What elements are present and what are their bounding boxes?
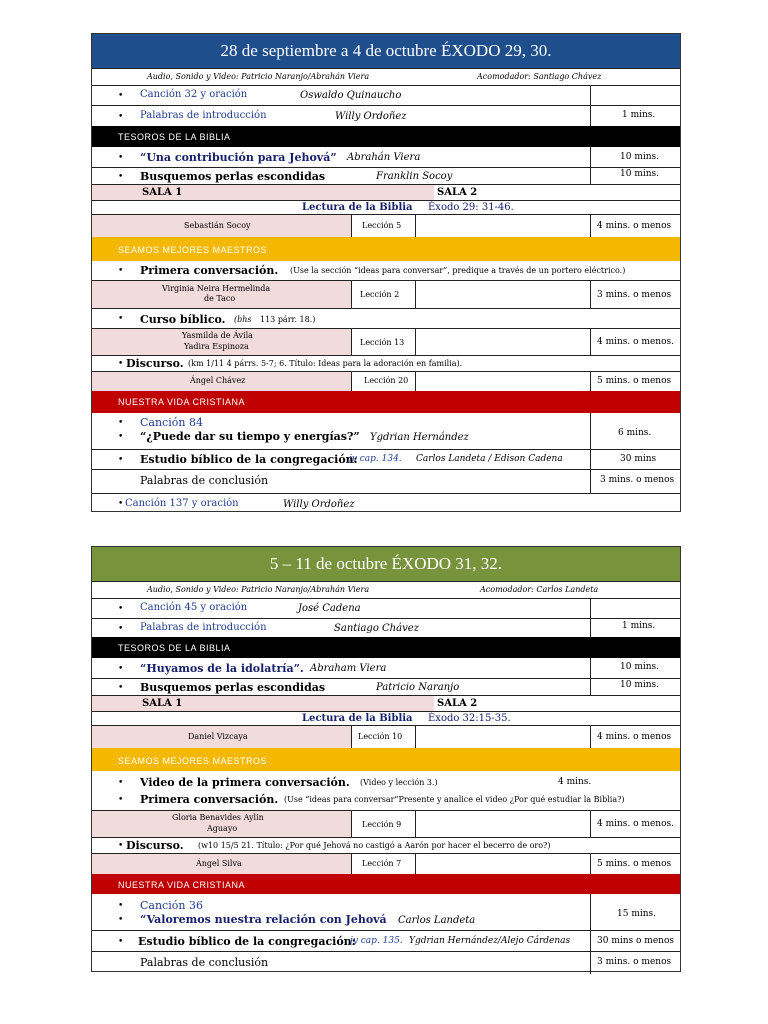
week2-primera-duration: 4 mins. o menos. — [597, 819, 674, 829]
bullet: • — [118, 841, 124, 851]
week1-perlas: Busquemos perlas escondidas — [140, 170, 326, 183]
week2-song-open: Canción 45 y oración — [140, 602, 248, 613]
week2-lectura-lesson: Lección 10 — [358, 732, 403, 741]
week2-primera-person-b: Aguayo — [207, 824, 238, 833]
week1-talk-person: Abrahán Viera — [347, 152, 421, 163]
week1-discurso: Discurso. — [126, 357, 184, 370]
week2-lectura: Lectura de la Biblia — [302, 713, 413, 724]
week1-primera-lesson: Lección 2 — [360, 290, 400, 299]
week2-estudio: Estudio bíblico de la congregación: — [138, 935, 356, 948]
week2-conclusion-duration: 3 mins. o menos — [597, 957, 672, 967]
bullet: • — [118, 172, 124, 182]
week1-audio-text: Audio, Sonido y Video: Patricio Naranjo/Abrahán Viera — [147, 72, 370, 81]
week1-primera: Primera conversación. — [140, 264, 279, 277]
week1-curso-note-b: 113 párr. 18.) — [260, 315, 316, 324]
week2-song-open-row — [92, 598, 680, 618]
week1-audio-row — [92, 68, 680, 85]
week1-intro: Palabras de introducción — [140, 110, 267, 121]
week1-sala-row — [92, 184, 680, 200]
bullet: • — [118, 153, 124, 163]
week2-conclusion: Palabras de conclusión — [140, 956, 269, 969]
week1-song-close-row — [92, 493, 680, 513]
week1-talk: “Una contribución para Jehová” — [140, 151, 337, 164]
week2-perlas-duration: 10 mins. — [620, 680, 660, 690]
bullet: • — [118, 604, 124, 614]
week2-primera: Primera conversación. — [140, 793, 279, 806]
week1-lectura-person: Sebastián Socoy — [184, 221, 251, 230]
week1-estudio-ref: jy cap. 134. — [349, 454, 402, 464]
week1-perlas-person: Franklin Socoy — [376, 171, 453, 182]
week1-curso-lesson: Lección 13 — [360, 338, 405, 347]
week2-estudio-duration: 30 mins o menos — [597, 936, 674, 946]
week1-perlas-row — [92, 167, 680, 184]
week1-song-open: Canción 32 y oración — [140, 89, 248, 100]
bullet: • — [118, 664, 124, 674]
week1-song-open-row — [92, 85, 680, 105]
week1-primera-row — [92, 261, 680, 280]
bullet: • — [118, 795, 124, 805]
week1-talk-row — [92, 147, 680, 167]
week2-talk-duration: 10 mins. — [620, 662, 660, 672]
week1-talk-duration: 10 mins. — [620, 152, 660, 162]
week1-lectura-ref: Éxodo 29: 31-46. — [428, 202, 514, 213]
week2-primera-row — [92, 792, 680, 810]
week1-discurso-lesson: Lección 20 — [364, 376, 409, 385]
week2-song-mid: Canción 36 — [140, 899, 203, 912]
week1-primera-note: (Use la sección “ideas para conversar”, predique a través de un portero eléctrico.) — [290, 266, 626, 275]
week2-talk-row — [92, 658, 680, 678]
bullet: • — [118, 359, 124, 369]
week2-vida-section — [92, 874, 680, 894]
week2-discurso: Discurso. — [126, 839, 184, 852]
bullet: • — [118, 314, 124, 324]
week1-curso: Curso bíblico. — [140, 313, 226, 326]
week2-video-duration: 4 mins. — [558, 777, 592, 787]
week1-discurso-duration: 5 mins. o menos — [597, 376, 672, 386]
week1-song-open-person: Oswaldo Quinaucho — [300, 90, 402, 101]
week2-intro: Palabras de introducción — [140, 622, 267, 633]
week2-discurso-duration: 5 mins. o menos — [597, 859, 672, 869]
week1-vida-talk: “¿Puede dar su tiempo y energías?” — [140, 430, 360, 443]
week1-discurso-person: Ángel Chávez — [190, 376, 246, 385]
bullet: • — [118, 901, 124, 911]
week1-curso-row — [92, 308, 680, 328]
week2-perlas-person: Patricio Naranjo — [376, 682, 460, 693]
week2-video: Video de la primera conversación. — [140, 776, 350, 789]
week1-discurso-row — [92, 355, 680, 371]
week1-intro-duration: 1 mins. — [622, 110, 656, 120]
week1-vida-duration: 6 mins. — [618, 428, 652, 438]
week1-curso-note-a: (bhs — [234, 315, 252, 324]
week1-tesoros-label: TESOROS DE LA BIBLIA — [118, 132, 231, 142]
week1-song-close-person: Willy Ordoñez — [283, 499, 355, 510]
week2-primera-participants — [92, 810, 680, 837]
week2-primera-person-a: Gloria Benavides Aylin — [172, 813, 264, 822]
bullet: • — [118, 683, 124, 693]
week1-lectura-duration: 4 mins. o menos — [597, 221, 672, 231]
week2-tesoros-label: TESOROS DE LA BIBLIA — [118, 643, 231, 653]
bullet: • — [118, 112, 124, 122]
week1-song-mid: Canción 84 — [140, 416, 203, 429]
week2-sala2: SALA 2 — [437, 698, 478, 709]
week1-lectura-lesson: Lección 5 — [362, 221, 402, 230]
week1-acomodador: Acomodador: Santiago Chávez — [477, 72, 602, 81]
week1-conclusion-duration: 3 mins. o menos — [600, 475, 675, 485]
week2-song-open-person: José Cadena — [298, 603, 361, 614]
week1-vida-talk-row — [92, 413, 680, 449]
week2-estudio-ref: jy cap. 135. — [350, 936, 403, 946]
week2-primera-note: (Use “ideas para conversar”Presente y analice el video ¿Por qué estudiar la Biblia?) — [284, 795, 625, 804]
week2-intro-row — [92, 618, 680, 637]
week1-primera-person-b: de Taco — [204, 294, 236, 303]
week1-conclusion-row — [92, 469, 680, 493]
week2-discurso-lesson: Lección 7 — [362, 859, 402, 868]
week2-maestros-label: SEAMOS MEJORES MAESTROS — [118, 756, 268, 766]
bullet: • — [118, 266, 124, 276]
week1-estudio-person: Carlos Landeta / Edison Cadena — [416, 454, 563, 464]
week1-primera-participants — [92, 280, 680, 308]
week2-discurso-note: (w10 15/5 21. Título: ¿Por qué Jehová no castigó a Aarón por hacer el becerro de oro?) — [198, 841, 551, 850]
week1-sala2: SALA 2 — [437, 187, 478, 198]
week2-vida-duration: 15 mins. — [617, 909, 657, 919]
week1-estudio: Estudio bíblico de la congregación: — [140, 453, 358, 466]
week1-curso-person-b: Yadira Espinoza — [184, 342, 249, 351]
week2-vida-label: NUESTRA VIDA CRISTIANA — [118, 880, 246, 890]
bullet: • — [118, 624, 124, 634]
week1-curso-participants — [92, 328, 680, 355]
week2-talk-person: Abraham Viera — [310, 663, 387, 674]
week1-title: 28 de septiembre a 4 de octubre ÉXODO 29, 30. — [220, 41, 552, 60]
week2-schedule — [91, 546, 681, 972]
week1-maestros-section — [92, 237, 680, 261]
week2-talk: “Huyamos de la idolatría”. — [140, 662, 304, 675]
week1-perlas-duration: 10 mins. — [620, 169, 660, 179]
week1-primera-duration: 3 mins. o menos — [597, 290, 672, 300]
week2-maestros-section — [92, 748, 680, 771]
week2-conclusion-row — [92, 951, 680, 973]
week1-estudio-row — [92, 449, 680, 469]
bullet: • — [118, 499, 124, 509]
week2-sala-row — [92, 695, 680, 711]
week2-vida-person: Carlos Landeta — [398, 915, 476, 926]
week1-primera-person-a: Virginia Neira Hermelinda — [162, 284, 271, 293]
bullet: • — [118, 915, 124, 925]
week1-song-close: Canción 137 y oración — [125, 498, 239, 509]
week2-discurso-row — [92, 837, 680, 853]
bullet: • — [118, 937, 124, 947]
week2-intro-person: Santiago Chávez — [334, 623, 419, 634]
week2-header — [92, 547, 680, 581]
week2-tesoros-section — [92, 637, 680, 658]
week1-tesoros-section — [92, 126, 680, 147]
week1-intro-person: Willy Ordoñez — [335, 111, 407, 122]
week2-lectura-participants — [92, 725, 680, 748]
week2-lectura-row — [92, 711, 680, 725]
week1-header — [92, 34, 680, 68]
week2-lectura-ref: Éxodo 32:15-35. — [428, 713, 511, 724]
week1-schedule — [91, 33, 681, 512]
week2-audio-row — [92, 581, 680, 598]
week2-discurso-participants — [92, 853, 680, 874]
week1-lectura: Lectura de la Biblia — [302, 202, 413, 213]
week2-estudio-person: Ygdrian Hernández/Alejo Cárdenas — [409, 936, 571, 946]
week2-video-row — [92, 771, 680, 792]
week2-lectura-duration: 4 mins. o menos — [597, 732, 672, 742]
bullet: • — [118, 432, 124, 442]
week1-sala1: SALA 1 — [142, 187, 183, 198]
week1-estudio-duration: 30 mins — [620, 454, 657, 464]
week2-intro-duration: 1 mins. — [622, 621, 656, 631]
bullet: • — [118, 778, 124, 788]
week1-lectura-row — [92, 200, 680, 214]
week1-curso-person-a: Yasmilda de Ávila — [182, 331, 253, 340]
week2-discurso-person: Ángel Silva — [196, 859, 242, 868]
week1-vida-section — [92, 391, 680, 413]
week1-discurso-note: (km 1/11 4 párrs. 5-7; 6. Título: Ideas para la adoración en familia). — [188, 359, 463, 368]
week1-intro-row — [92, 105, 680, 126]
week2-sala1: SALA 1 — [142, 698, 183, 709]
week1-vida-label: NUESTRA VIDA CRISTIANA — [118, 397, 246, 407]
week1-curso-duration: 4 mins. o menos. — [597, 337, 674, 347]
week2-vida-talk-row — [92, 894, 680, 930]
week2-lectura-person: Daniel Vizcaya — [188, 732, 248, 741]
week1-conclusion: Palabras de conclusión — [140, 474, 269, 487]
week2-acomodador: Acomodador: Carlos Landeta — [480, 585, 599, 594]
week2-title: 5 – 11 de octubre ÉXODO 31, 32. — [269, 554, 503, 573]
bullet: • — [118, 455, 124, 465]
bullet: • — [118, 418, 124, 428]
week2-video-note: (Video y lección 3.) — [360, 778, 438, 787]
week2-estudio-row — [92, 930, 680, 951]
week2-primera-lesson: Lección 9 — [362, 820, 402, 829]
week2-perlas: Busquemos perlas escondidas — [140, 681, 326, 694]
week2-vida-talk: “Valoremos nuestra relación con Jehová — [140, 913, 387, 926]
week1-lectura-participants — [92, 214, 680, 237]
week2-audio-text: Audio, Sonido y Video: Patricio Naranjo/Abrahán Viera — [147, 585, 370, 594]
week2-perlas-row — [92, 678, 680, 695]
week1-discurso-participants — [92, 371, 680, 391]
week1-maestros-label: SEAMOS MEJORES MAESTROS — [118, 245, 268, 255]
week1-vida-person: Ygdrian Hernández — [370, 432, 469, 443]
bullet: • — [118, 91, 124, 101]
